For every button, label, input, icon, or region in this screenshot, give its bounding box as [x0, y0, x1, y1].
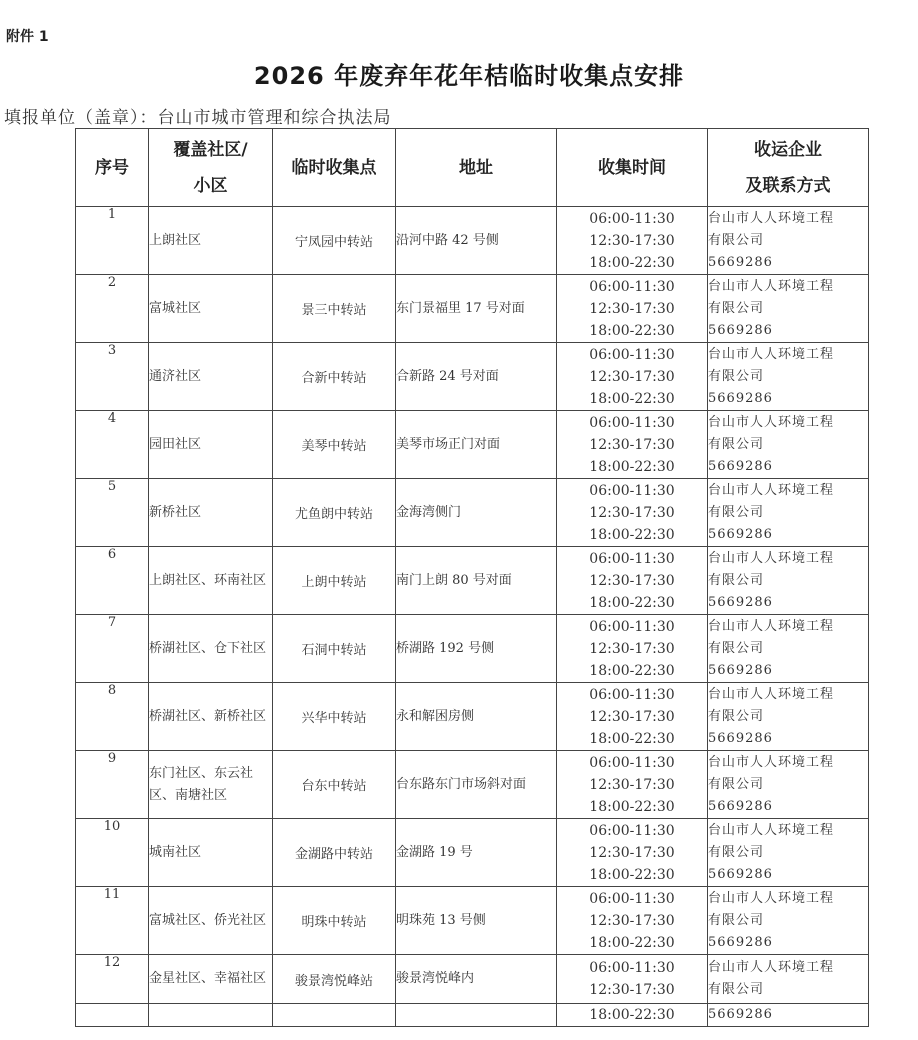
company-phone: 5669286 [708, 1004, 869, 1027]
time-slot: 12:30-17:30 [589, 436, 675, 453]
company-phone: 5669286 [708, 458, 773, 474]
header-address: 地址 [396, 129, 557, 207]
company-name: 台山市人人环境工程 [708, 822, 835, 838]
row-community: 富城社区 [149, 275, 273, 343]
time-slot: 06:00-11:30 [589, 890, 675, 907]
company-name-cont: 有限公司 [708, 982, 765, 997]
row-address: 桥湖路 192 号侧 [396, 615, 557, 683]
time-slot: 18:00-22:30 [589, 390, 675, 407]
time-slot: 18:00-22:30 [589, 526, 675, 543]
time-slot: 18:00-22:30 [589, 458, 675, 475]
time-slot: 18:00-22:30 [589, 254, 675, 271]
company-phone: 5669286 [708, 730, 773, 746]
row-collection-point: 景三中转站 [273, 275, 396, 343]
row-collection-point: 上朗中转站 [273, 547, 396, 615]
header-time: 收集时间 [557, 129, 708, 207]
row-index: 8 [76, 683, 149, 751]
time-slot: 06:00-11:30 [589, 822, 675, 839]
time-slot: 18:00-22:30 [589, 594, 675, 611]
time-slot: 12:30-17:30 [589, 572, 675, 589]
time-slot: 18:00-22:30 [589, 934, 675, 951]
company-phone: 5669286 [708, 934, 773, 950]
row-company [708, 751, 869, 819]
row-collection-time [557, 479, 708, 547]
header-community: 覆盖社区/ 小区 [149, 129, 273, 207]
collection-points-table [75, 128, 869, 1027]
company-name: 台山市人人环境工程 [708, 890, 835, 906]
table-row [76, 547, 869, 615]
row-community: 桥湖社区、新桥社区 [149, 683, 273, 751]
row-community: 上朗社区 [149, 207, 273, 275]
row-collection-time [557, 751, 708, 819]
row-collection-time [557, 411, 708, 479]
table-row [76, 615, 869, 683]
company-name: 台山市人人环境工程 [708, 550, 835, 566]
empty-cell [273, 1004, 396, 1027]
time-slot: 12:30-17:30 [589, 844, 675, 861]
time-slot: 06:00-11:30 [589, 960, 675, 976]
company-phone: 5669286 [708, 322, 773, 338]
table-row [76, 411, 869, 479]
row-address: 南门上朗 80 号对面 [396, 547, 557, 615]
company-phone: 5669286 [708, 662, 773, 678]
company-name-cont: 有限公司 [708, 368, 765, 384]
company-phone: 5669286 [708, 594, 773, 610]
time-slot: 06:00-11:30 [589, 210, 675, 227]
company-phone: 5669286 [708, 254, 773, 270]
table-row [76, 275, 869, 343]
table-row [76, 955, 869, 1004]
row-collection-time [557, 343, 708, 411]
table-row [76, 751, 869, 819]
row-company [708, 275, 869, 343]
company-name-cont: 有限公司 [708, 844, 765, 860]
time-slot: 12:30-17:30 [589, 982, 675, 998]
company-name-cont: 有限公司 [708, 776, 765, 792]
table-row [76, 887, 869, 955]
time-slot: 06:00-11:30 [589, 278, 675, 295]
row-company [708, 411, 869, 479]
row-address: 金海湾侧门 [396, 479, 557, 547]
row-community: 城南社区 [149, 819, 273, 887]
company-name: 台山市人人环境工程 [708, 210, 835, 226]
row-community: 新桥社区 [149, 479, 273, 547]
attachment-label: 附件 1 [6, 29, 49, 45]
company-name: 台山市人人环境工程 [708, 278, 835, 294]
document-title: 2026 年废弃年花年桔临时收集点安排 [253, 62, 685, 90]
row-collection-point: 石洞中转站 [273, 615, 396, 683]
table-row-continuation [76, 1004, 869, 1027]
time-slot: 12:30-17:30 [589, 232, 675, 249]
time-slot: 12:30-17:30 [589, 776, 675, 793]
company-name-cont: 有限公司 [708, 572, 765, 588]
row-company [708, 955, 869, 1004]
reporting-unit: 填报单位（盖章）：台山市城市管理和综合执法局 [4, 108, 392, 128]
company-phone: 5669286 [708, 798, 773, 814]
time-slot: 12:30-17:30 [589, 300, 675, 317]
row-collection-time [557, 275, 708, 343]
row-address: 台东路东门市场斜对面 [396, 751, 557, 819]
time-slot: 06:00-11:30 [589, 482, 675, 499]
row-community: 东门社区、东云社区、南塘社区 [149, 751, 273, 819]
time-slot: 06:00-11:30 [589, 550, 675, 567]
table-row [76, 343, 869, 411]
row-collection-point: 美琴中转站 [273, 411, 396, 479]
company-name-cont: 有限公司 [708, 436, 765, 452]
time-slot: 06:00-11:30 [589, 686, 675, 703]
table-row [76, 819, 869, 887]
row-collection-point: 尤鱼朗中转站 [273, 479, 396, 547]
company-name: 台山市人人环境工程 [708, 482, 835, 498]
time-slot: 18:00-22:30 [589, 730, 675, 747]
row-company [708, 479, 869, 547]
table-row [76, 207, 869, 275]
company-phone: 5669286 [708, 526, 773, 542]
row-address: 沿河中路 42 号侧 [396, 207, 557, 275]
row-index: 7 [76, 615, 149, 683]
time-slot: 12:30-17:30 [589, 708, 675, 725]
row-index: 9 [76, 751, 149, 819]
time-slot: 18:00-22:30 [589, 866, 675, 883]
company-phone: 5669286 [708, 866, 773, 882]
table-header-row [76, 129, 869, 207]
row-collection-time [557, 887, 708, 955]
time-slot: 18:00-22:30 [589, 322, 675, 339]
time-slot: 18:00-22:30 [589, 662, 675, 679]
time-slot: 18:00-22:30 [557, 1004, 708, 1027]
row-collection-point: 合新中转站 [273, 343, 396, 411]
row-community: 上朗社区、环南社区 [149, 547, 273, 615]
row-index: 10 [76, 819, 149, 887]
row-collection-time [557, 207, 708, 275]
row-index: 5 [76, 479, 149, 547]
row-community: 富城社区、侨光社区 [149, 887, 273, 955]
row-collection-point: 金湖路中转站 [273, 819, 396, 887]
company-name: 台山市人人环境工程 [708, 960, 835, 975]
row-community: 园田社区 [149, 411, 273, 479]
row-company [708, 547, 869, 615]
company-name-cont: 有限公司 [708, 640, 765, 656]
empty-cell [396, 1004, 557, 1027]
header-point: 临时收集点 [273, 129, 396, 207]
row-collection-point: 骏景湾悦峰站 [273, 955, 396, 1004]
row-company [708, 887, 869, 955]
row-company [708, 207, 869, 275]
company-name-cont: 有限公司 [708, 504, 765, 520]
empty-cell [149, 1004, 273, 1027]
row-collection-time [557, 547, 708, 615]
row-company [708, 343, 869, 411]
row-collection-time [557, 615, 708, 683]
row-index: 6 [76, 547, 149, 615]
table-row [76, 683, 869, 751]
company-name: 台山市人人环境工程 [708, 414, 835, 430]
row-company [708, 615, 869, 683]
company-phone: 5669286 [708, 390, 773, 406]
row-community: 通济社区 [149, 343, 273, 411]
empty-cell [76, 1004, 149, 1027]
row-address: 东门景福里 17 号对面 [396, 275, 557, 343]
row-community: 桥湖社区、仓下社区 [149, 615, 273, 683]
header-company: 收运企业 及联系方式 [708, 129, 869, 207]
time-slot: 12:30-17:30 [589, 504, 675, 521]
time-slot: 06:00-11:30 [589, 754, 675, 771]
row-address: 永和解困房侧 [396, 683, 557, 751]
row-index: 2 [76, 275, 149, 343]
company-name-cont: 有限公司 [708, 708, 765, 724]
time-slot: 12:30-17:30 [589, 640, 675, 657]
row-company [708, 819, 869, 887]
company-name-cont: 有限公司 [708, 232, 765, 248]
company-name-cont: 有限公司 [708, 300, 765, 316]
company-name-cont: 有限公司 [708, 912, 765, 928]
row-index: 11 [76, 887, 149, 955]
row-address: 美琴市场正门对面 [396, 411, 557, 479]
company-name: 台山市人人环境工程 [708, 754, 835, 770]
row-index: 3 [76, 343, 149, 411]
row-collection-point: 明珠中转站 [273, 887, 396, 955]
row-collection-time [557, 683, 708, 751]
row-address: 合新路 24 号对面 [396, 343, 557, 411]
row-collection-time [557, 955, 708, 1004]
header-index: 序号 [76, 129, 149, 207]
time-slot: 06:00-11:30 [589, 414, 675, 431]
row-address: 骏景湾悦峰内 [396, 955, 557, 1004]
company-name: 台山市人人环境工程 [708, 686, 835, 702]
time-slot: 12:30-17:30 [589, 912, 675, 929]
time-slot: 06:00-11:30 [589, 346, 675, 363]
row-company [708, 683, 869, 751]
row-collection-point: 兴华中转站 [273, 683, 396, 751]
row-index: 1 [76, 207, 149, 275]
time-slot: 06:00-11:30 [589, 618, 675, 635]
row-collection-time [557, 819, 708, 887]
row-collection-point: 台东中转站 [273, 751, 396, 819]
row-address: 金湖路 19 号 [396, 819, 557, 887]
row-collection-point: 宁凤园中转站 [273, 207, 396, 275]
row-index: 4 [76, 411, 149, 479]
table-body [76, 207, 869, 1027]
time-slot: 18:00-22:30 [589, 798, 675, 815]
row-community: 金星社区、幸福社区 [149, 955, 273, 1004]
company-name: 台山市人人环境工程 [708, 618, 835, 634]
company-name: 台山市人人环境工程 [708, 346, 835, 362]
table-row [76, 479, 869, 547]
row-index: 12 [76, 955, 149, 1004]
time-slot: 12:30-17:30 [589, 368, 675, 385]
row-address: 明珠苑 13 号侧 [396, 887, 557, 955]
